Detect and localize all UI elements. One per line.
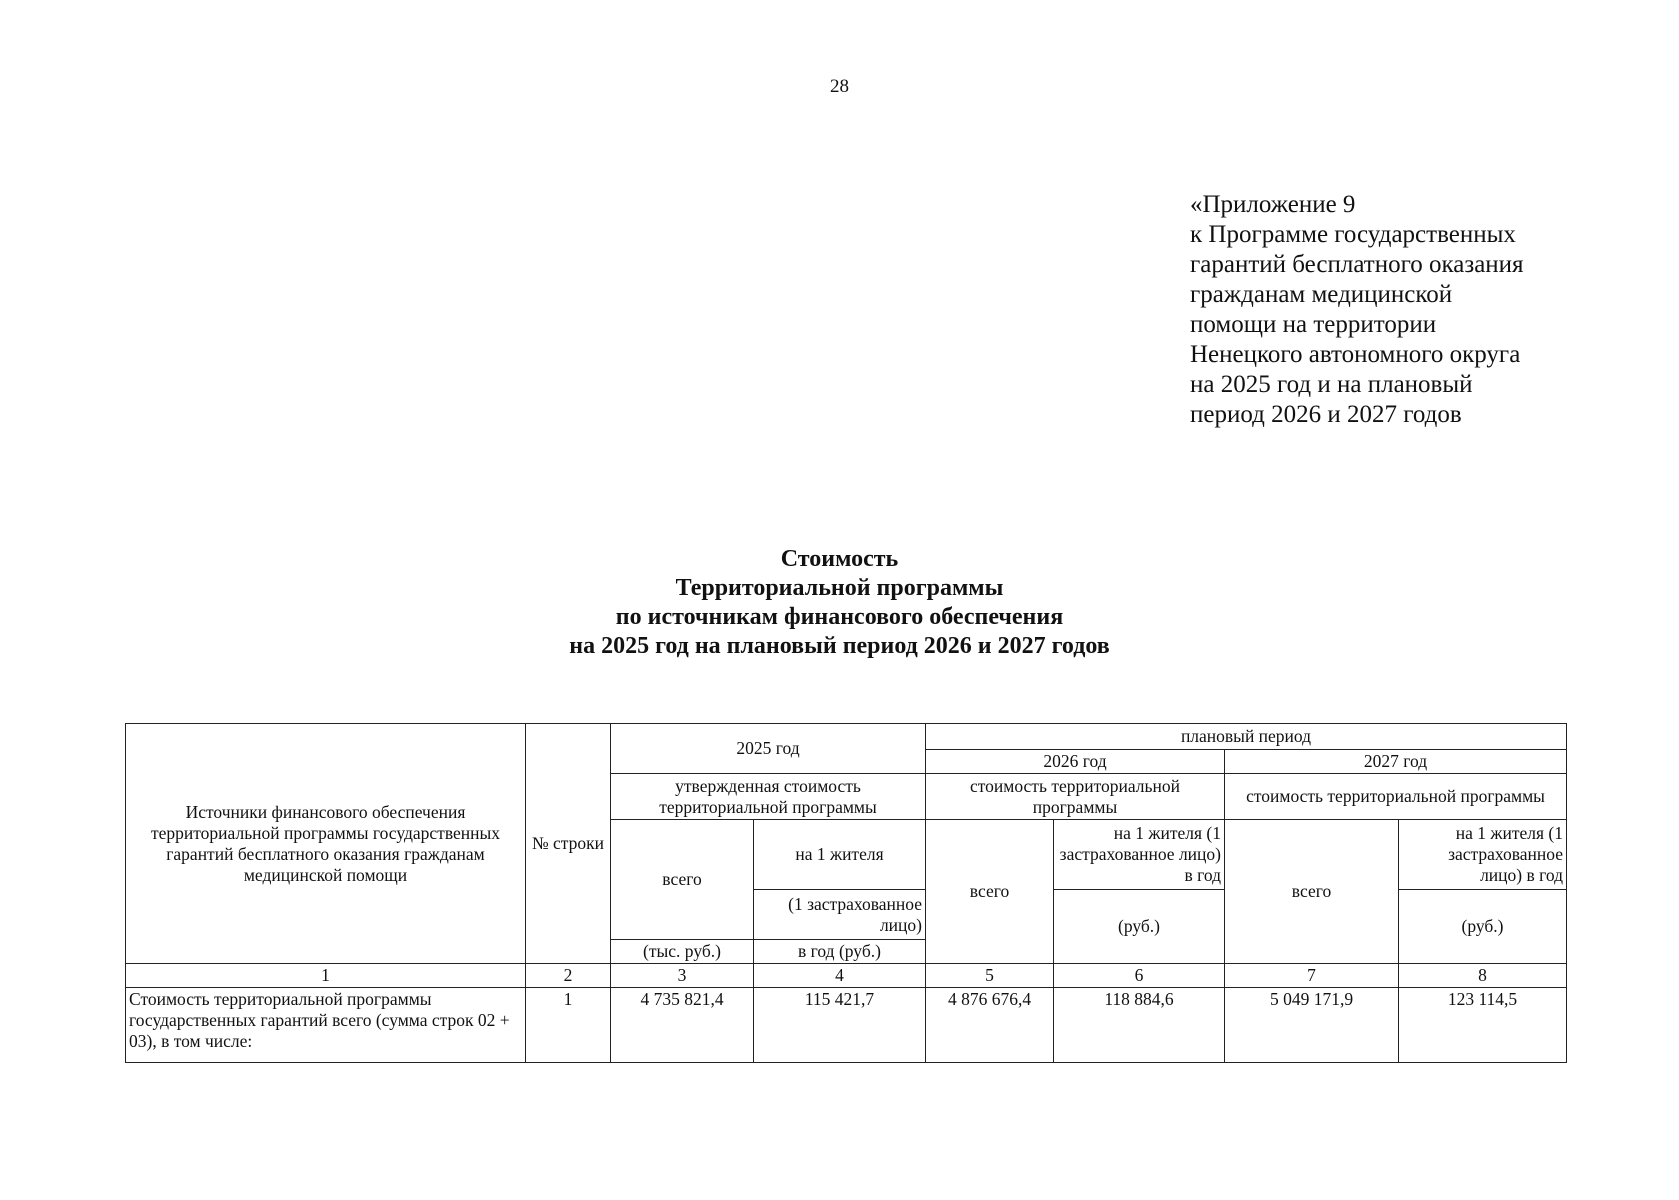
appendix-line: помощи на территории [1190, 311, 1437, 338]
header-thousand-rub-2025: (тыс. руб.) [611, 940, 754, 964]
column-number: 4 [754, 964, 926, 988]
column-number: 5 [926, 964, 1054, 988]
header-rub-2027: (руб.) [1399, 890, 1567, 964]
column-number: 7 [1225, 964, 1399, 988]
appendix-line: гражданам медицинской [1190, 281, 1453, 308]
header-approved-cost: утвержденная стоимость территориальной программы [611, 774, 926, 820]
column-number: 3 [611, 964, 754, 988]
appendix-note [1190, 190, 1610, 430]
header-row-number: № строки [526, 724, 611, 964]
column-number: 8 [1399, 964, 1567, 988]
header-per-resident-2025: на 1 жителя [754, 820, 926, 890]
row-total-2026: 4 876 676,4 [926, 988, 1054, 1063]
appendix-line: период 2026 и 2027 годов [1190, 401, 1462, 428]
header-cost-2027: стоимость территориальной программы [1225, 774, 1567, 820]
header-year-2025: 2025 год [611, 724, 926, 774]
row-per-capita-2026: 118 884,6 [1054, 988, 1225, 1063]
document-title [0, 545, 1679, 661]
appendix-line: Ненецкого автономного округа [1190, 341, 1521, 368]
row-total-2027: 5 049 171,9 [1225, 988, 1399, 1063]
title-line: по источникам финансового обеспечения [615, 604, 1064, 630]
row-per-capita-2025: 115 421,7 [754, 988, 926, 1063]
appendix-line: к Программе государственных [1190, 221, 1516, 248]
title-line: на 2025 год на плановый период 2026 и 2027 годов [569, 633, 1110, 659]
financing-table [125, 723, 1567, 1063]
header-per-resident-2026: на 1 жителя (1 застрахованное лицо) в год [1054, 820, 1225, 890]
header-total-2027: всего [1225, 820, 1399, 964]
column-number: 6 [1054, 964, 1225, 988]
column-number: 2 [526, 964, 611, 988]
row-source: Стоимость территориальной программы государственных гарантий всего (сумма строк 02 + 03), в том числе: [126, 988, 526, 1063]
header-total-2025 [611, 820, 754, 940]
header-cost-2026: стоимость территориальной программы [926, 774, 1225, 820]
header-per-resident-2027: на 1 жителя (1 застрахованное лицо) в год [1399, 820, 1567, 890]
header-per-year-rub-2025: в год (руб.) [754, 940, 926, 964]
header-year-2026: 2026 год [926, 750, 1225, 774]
table-row [126, 988, 1567, 1063]
row-number: 1 [526, 988, 611, 1063]
appendix-line: «Приложение 9 [1190, 191, 1356, 218]
header-total-2026: всего [926, 820, 1054, 964]
appendix-line: гарантий бесплатного оказания [1190, 251, 1524, 278]
title-line: Территориальной программы [675, 575, 1004, 601]
page-number: 28 [830, 76, 849, 97]
title-line: Стоимость [780, 546, 899, 572]
header-sources: Источники финансового обеспечения территориальной программы государственных гарантий бесплатного оказания гражданам медицинской помощи [126, 724, 526, 964]
row-total-2025: 4 735 821,4 [611, 988, 754, 1063]
header-total-label: всего [662, 869, 702, 889]
financing-table-container [125, 723, 1566, 1063]
header-insured-2025: (1 застрахованное лицо) [754, 890, 926, 940]
header-rub-2026: (руб.) [1054, 890, 1225, 964]
column-number: 1 [126, 964, 526, 988]
row-per-capita-2027: 123 114,5 [1399, 988, 1567, 1063]
header-planned-period: плановый период [926, 724, 1567, 750]
header-year-2027: 2027 год [1225, 750, 1567, 774]
appendix-line: на 2025 год и на плановый [1190, 371, 1473, 398]
